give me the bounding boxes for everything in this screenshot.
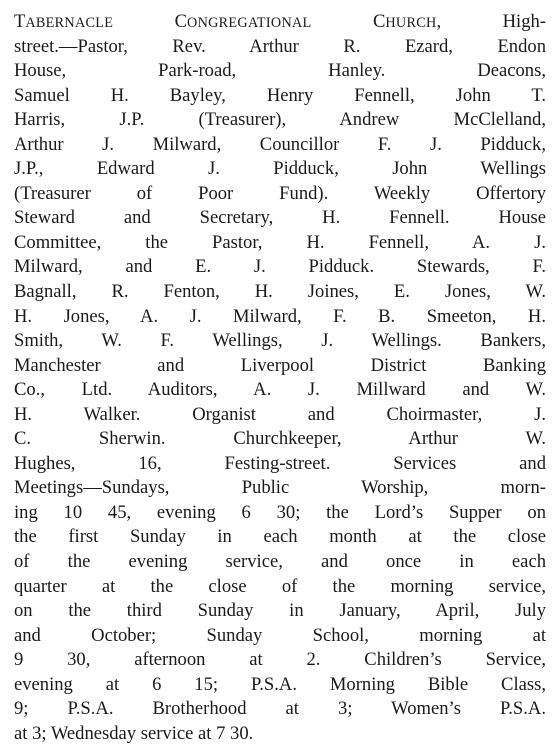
heading-initial: C xyxy=(174,11,188,32)
text-line: (Treasurer of Poor Fund). Weekly Offertory xyxy=(14,182,546,204)
text-line: J.P., Edward J. Pidduck, John Wellings xyxy=(14,158,546,180)
text-line: 9; P.S.A. Brotherhood at 3; Women’s P.S.A. xyxy=(14,698,546,720)
heading-smallcaps: HURCH xyxy=(385,15,437,31)
text-line: H. Jones, A. J. Milward, F. B. Smeeton, H. xyxy=(14,305,546,327)
heading-initial: C xyxy=(372,11,386,32)
heading-tail: , High- xyxy=(436,11,546,32)
text-line: House, Park-road, Hanley. Deacons, xyxy=(14,60,546,82)
directory-entry xyxy=(14,10,546,746)
text-line: Steward and Secretary, H. Fennell. House xyxy=(14,207,546,229)
text-line: evening at 6 15; P.S.A. Morning Bible Class, xyxy=(14,673,546,695)
text-line: Milward, and E. J. Pidduck. Stewards, F. xyxy=(14,256,546,278)
text-line: Smith, W. F. Wellings, J. Wellings. Bankers, xyxy=(14,330,546,352)
text-line: Harris, J.P. (Treasurer), Andrew McClelland, xyxy=(14,109,546,131)
text-line: and October; Sunday School, morning at xyxy=(14,624,546,646)
text-line: quarter at the close of the morning service, xyxy=(14,575,546,597)
text-line: of the evening service, and once in each xyxy=(14,551,546,573)
text-line: Committee, the Pastor, H. Fennell, A. J. xyxy=(14,231,546,253)
text-line: Manchester and Liverpool District Banking xyxy=(14,354,546,376)
text-line: on the third Sunday in January, April, July xyxy=(14,600,546,622)
heading-smallcaps: ONGREGATIONAL xyxy=(187,15,312,31)
text-line: Hughes, 16, Festing-street. Services and xyxy=(14,452,546,474)
text-line: 9 30, afternoon at 2. Children’s Service, xyxy=(14,649,546,671)
text-line: street.—Pastor, Rev. Arthur R. Ezard, Endon xyxy=(14,35,546,57)
entry-heading-line xyxy=(14,10,546,35)
text-line: ing 10 45, evening 6 30; the Lord’s Supper on xyxy=(14,501,546,523)
heading-smallcaps: ABERNACLE xyxy=(25,15,114,31)
text-line: Meetings—Sundays, Public Worship, morn- xyxy=(14,477,546,499)
text-line: Bagnall, R. Fenton, H. Joines, E. Jones, W. xyxy=(14,281,546,303)
heading-initial: T xyxy=(14,11,26,32)
text-line: Co., Ltd. Auditors, A. J. Millward and W. xyxy=(14,379,546,401)
text-line: Arthur J. Milward, Councillor F. J. Pidduck, xyxy=(14,133,546,155)
text-line: Samuel H. Bayley, Henry Fennell, John T. xyxy=(14,84,546,106)
text-line-last: at 3; Wednesday service at 7 30. xyxy=(14,722,254,744)
text-line: the first Sunday in each month at the close xyxy=(14,526,546,548)
text-line: H. Walker. Organist and Choirmaster, J. xyxy=(14,403,546,425)
text-line: C. Sherwin. Churchkeeper, Arthur W. xyxy=(14,428,546,450)
